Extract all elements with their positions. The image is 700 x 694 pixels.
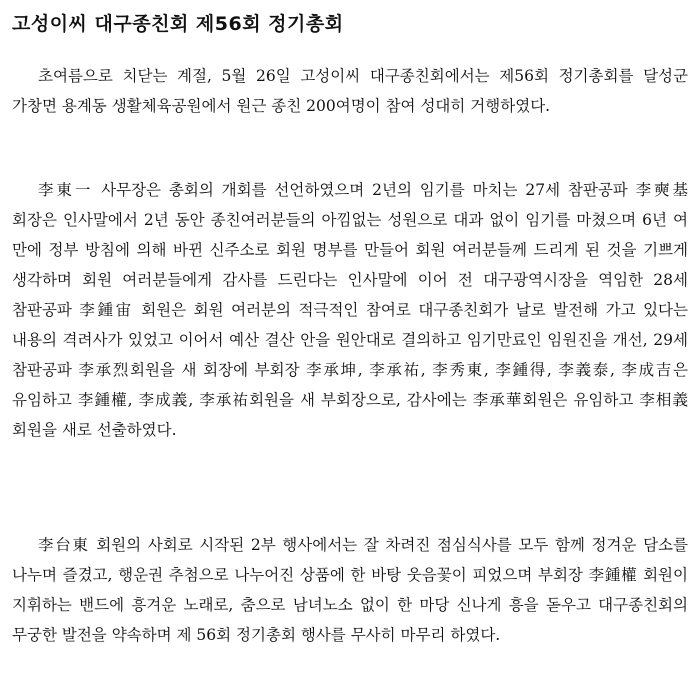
paragraph-meeting-proceedings: 李東一 사무장은 총회의 개회를 선언하였으며 2년의 임기를 마치는 27세 참판공파 李奭基 회장은 인사말에서 2년 동안 종친여러분들의 아낌없는 성원으로 대과 없이 임기를 마쳤으며 6년 여 만에 정부 방침에 의해 바뀐 신주소로 회원 명부를 만들어 회원 여러분들께 드리게 된 것을 기쁘게 생각하며 회원 여러분들에게 감사를 드린다는 인사말에 이어 전 대구광역시장을 역임한 28세 참판공파 李鍾宙 회원은 회원 여러분의 적극적인 참여로 대구종친회가 날로 발전해 가고 있다는 내용의 격려사가 있었고 이어서 예산 결산 안을 원안대로 결의하고 임기만료인 임원진을 개선, 29세 참판공파 李承烈회원을 새 회장에 부회장 李承坤, 李承祐, 李秀東, 李鍾得, 李義泰, 李成吉은 유임하고 李鍾權, 李成義, 李承祐회원을 새 부회장으로, 감사에는 李承華회원은 유임하고 李相義 회원을 새로 선출하였다.	[12, 181, 689, 439]
paragraph-second-part-event: 李台東 회원의 사회로 시작된 2부 행사에서는 잘 차려진 점심식사를 모두 함께 정겨운 담소를 나누며 즐겼고, 행운권 추첨으로 나누어진 상품에 한 바탕 웃음꽃이 피었으며 부회장 李鍾權 회원이 지휘하는 밴드에 흥겨운 노래로, 춤으로 남녀노소 없이 한 마당 신나게 흥을 돋우고 대구종친회의 무궁한 발전을 약속하며 제 56회 정기총회 행사를 무사히 마무리 하였다.	[12, 536, 688, 644]
document-title: 고성이씨 대구종친회 제56회 정기총회	[12, 13, 344, 35]
paragraph-intro: 초여름으로 치닫는 계절, 5월 26일 고성이씨 대구종친회에서는 제56회 정기총회를 달성군 가창면 용계동 생활체육공원에서 원근 종친 200여명이 참여 성대히 거행하였다.	[12, 67, 688, 115]
